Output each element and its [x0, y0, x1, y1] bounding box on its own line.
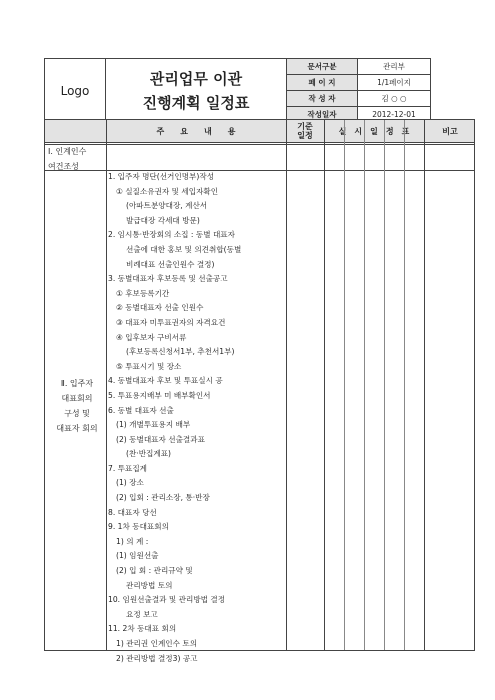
list-item: (2) 입회 : 관리소장, 통·반장 — [116, 493, 210, 503]
column-divider — [286, 120, 287, 650]
item-list — [106, 170, 256, 666]
list-item: (1) 임원선출 — [116, 551, 159, 561]
column-divider — [324, 120, 325, 650]
list-item: 관리방법 토의 — [126, 580, 173, 590]
list-item: ② 동별대표자 선출 인원수 — [116, 303, 204, 313]
title-line-2: 진행계획 일정표 — [142, 93, 250, 112]
list-item: ⑤ 투표시기 및 장소 — [116, 361, 182, 371]
list-item: 1) 의 계 : — [116, 536, 149, 546]
meta-value: 1/1페이지 — [358, 75, 431, 91]
column-divider — [364, 120, 365, 650]
list-item: (찬·반집계표) — [126, 449, 172, 459]
column-header-note: 비고 — [442, 126, 458, 136]
header-divider — [45, 142, 474, 145]
list-item: 선출에 대한 홍보 및 의견취합(동별 — [126, 244, 242, 254]
column-divider — [344, 120, 345, 650]
list-item: (후보등록신청서1부, 추천서1부) — [126, 347, 235, 357]
column-header-actual: 실 시 일 정 표 — [338, 126, 410, 136]
list-item: ④ 입후보자 구비서류 — [116, 332, 187, 342]
meta-key: 페 이 지 — [287, 75, 358, 91]
list-item: 요정 보고 — [126, 609, 158, 619]
meta-value: 2012-12-01 — [358, 107, 431, 123]
section-label-1: Ⅰ. 인계인수 여건조성 — [48, 147, 87, 171]
list-item: 1) 관리권 인계인수 토의 — [116, 639, 198, 648]
list-item: 7. 투표집계 — [108, 463, 148, 473]
list-item: ① 실질소유권자 및 세입자확인 — [116, 186, 219, 196]
column-header-main: 주 요 내 용 — [156, 126, 236, 136]
meta-value: 김 ○ ○ — [358, 91, 431, 107]
logo: Logo — [45, 59, 106, 123]
meta-value: 관리부 — [358, 59, 431, 75]
list-item: (1) 장소 — [116, 478, 144, 488]
list-item: 10. 임원선출결과 및 관리방법 결정 — [108, 595, 226, 605]
list-item: 8. 대표자 당선 — [108, 507, 157, 517]
section-label-2: Ⅱ. 입주자 대표회의 구성 및 대표자 회의 — [56, 379, 98, 433]
list-item: 2) 관리방법 결정3) 공고 — [116, 653, 198, 663]
page-title — [106, 59, 287, 123]
list-item: (2) 입 회 : 관리규약 및 — [116, 566, 193, 576]
list-item: 발급대장 각세대 방문) — [126, 215, 200, 225]
list-item: 2. 임시통·반장회의 소집 : 동별 대표자 — [108, 230, 235, 240]
title-line-1: 관리업무 이관 — [149, 69, 243, 88]
header-table — [44, 58, 431, 123]
list-item: 6. 동별 대표자 선출 — [108, 405, 174, 415]
list-item: 3. 동별대표자 후보등록 및 선출공고 — [108, 274, 228, 284]
list-item: (1) 개별투표용지 배부 — [116, 420, 191, 430]
list-item: 4. 동별대표자 후보 및 투표실시 공 — [108, 376, 223, 386]
column-divider — [384, 120, 385, 650]
meta-key: 작 성 자 — [287, 91, 358, 107]
list-item: 5. 투표용지배부 미 배부확인서 — [108, 390, 211, 400]
column-divider — [404, 120, 405, 650]
meta-key: 작성일자 — [287, 107, 358, 123]
column-divider — [424, 120, 425, 650]
list-item: (아파트분양대장, 계산서 — [126, 201, 208, 211]
list-item: ① 후보등록기간 — [116, 288, 170, 298]
schedule-table — [44, 119, 475, 663]
list-item: (2) 동별대표자 선출결과표 — [116, 434, 205, 444]
list-item: ③ 대표자 미투표권자의 자격요건 — [116, 317, 226, 327]
meta-key: 문서구분 — [287, 59, 358, 75]
column-header-date: 기준 일정 — [297, 122, 313, 140]
list-item: 1. 입주자 명단(선거인명부)작성 — [108, 172, 215, 181]
list-item: 11. 2차 동대표 회의 — [108, 624, 177, 634]
list-item: 9. 1차 동대표회의 — [108, 522, 169, 532]
list-item: 비례대표 선출인원수 결정) — [126, 259, 215, 269]
